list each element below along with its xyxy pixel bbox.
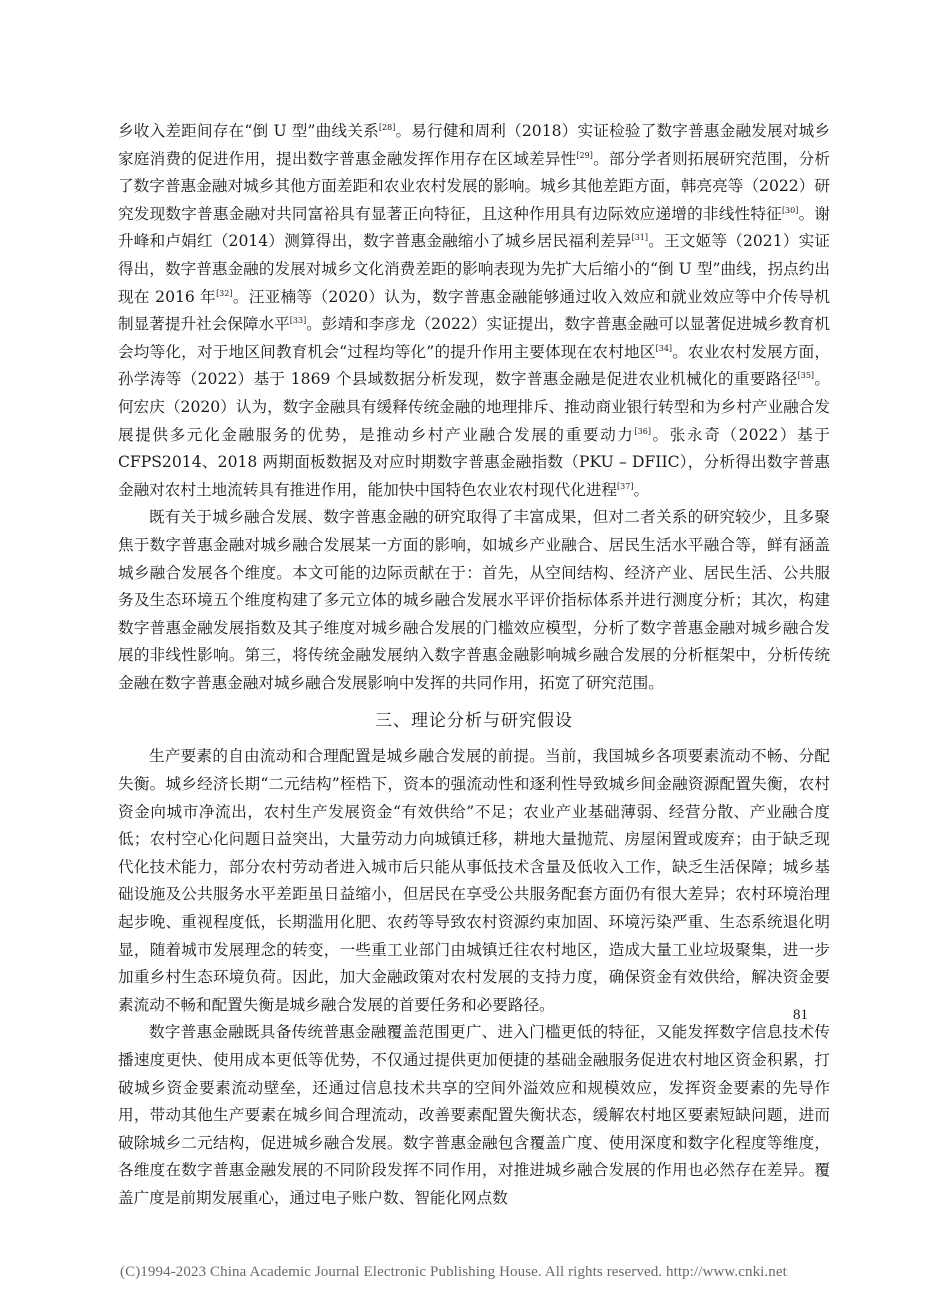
- text-run: 。汪亚楠等（2020）认为，数字普惠金融能够通过收入效应和就业效应等中介传导机制显著提升社会保障水平: [118, 287, 830, 334]
- citation-ref: [33]: [289, 316, 307, 326]
- text-run: 生产要素的自由流动和合理配置是城乡融合发展的前提。当前，我国城乡各项要素流动不畅、分配失衡。城乡经济长期“二元结构”桎梏下，资本的强流动性和逐利性导致城乡间金融资源配置失衡，农村资金向城市净流出，农村生产发展资金“有效供给”不足；农业产业基础薄弱、经营分散、产业融合度低；农村空心化问题日益突出，大量劳动力向城镇迁移，耕地大量抛荒、房屋闲置或废弃；由于缺乏现代化技术能力，部分农村劳动者进入城市后只能从事低技术含量及低收入工作，缺乏生活保障；城乡基础设施及公共服务水平差距虽日益缩小，但居民在享受公共服务配套方面仍有很大差异；农村环境治理起步晚、重视程度低，长期滥用化肥、农药等导致农村资源约束加固、环境污染严重、生态系统退化明显，随着城市发展理念的转变，一些重工业部门由城镇迁往农村地区，造成大量工业垃圾聚集，进一步加重乡村生态环境负荷。因此，加大金融政策对农村发展的支持力度，确保资金有效供给，解决资金要素流动不畅和配置失衡是城乡融合发展的首要任务和必要路径。: [118, 747, 830, 1014]
- article-body: [118, 118, 830, 1213]
- text-run: 。农业农村发展方面，孙学涛等（2022）基于 1869 个县域数据分析发现，数字普惠金融是促进农业机械化的重要路径: [118, 342, 830, 389]
- citation-ref: [28]: [378, 123, 396, 132]
- text-run: 。王文姬等（2021）实证得出，数字普惠金融的发展对城乡文化消费差距的影响表现为先扩大后缩小的“倒 U 型”曲线，拐点约出现在 2016 年: [118, 232, 831, 306]
- citation-ref: [30]: [781, 205, 799, 215]
- section-paragraphs: [118, 743, 830, 1212]
- text-run: 。易行健和周利（2018）实证检验了数字普惠金融发展对城乡家庭消费的促进作用，提出数字普惠金融发挥作用存在区域差异性: [118, 122, 831, 168]
- citation-ref: [32]: [216, 288, 233, 298]
- paragraph-3: [118, 743, 830, 1019]
- text-run: 。: [633, 480, 650, 499]
- citation-ref: [34]: [655, 343, 673, 353]
- text-run: 。部分学者则拓展研究范围，分析了数字普惠金融对城乡其他方面差距和农业农村发展的影响。城乡其他差距方面，韩亮亮等（2022）研究发现数字普惠金融对共同富裕具有显著正向特征，且这种作用具有边际效应递增的非线性特征: [118, 149, 830, 223]
- text-run: 。谢升峰和卢娟红（2014）测算得出，数字普惠金融缩小了城乡居民福利差异: [118, 204, 830, 251]
- paragraph-4: [118, 1019, 830, 1212]
- citation-ref: [29]: [576, 150, 593, 160]
- paragraph-1: [118, 118, 830, 504]
- text-run: 。彭靖和李彦龙（2022）实证提出，数字普惠金融可以显著促进城乡教育机会均等化，对于地区间教育机会“过程均等化”的提升作用主要体现在农村地区: [118, 315, 830, 361]
- section-heading: 三、理论分析与研究假设: [375, 711, 573, 732]
- text-run: 既有关于城乡融合发展、数字普惠金融的研究取得了丰富成果，但对二者关系的研究较少，且多聚焦于数字普惠金融对城乡融合发展某一方面的影响，如城乡产业融合、居民生活水平融合等，鲜有涵盖城乡融合发展各个维度。本文可能的边际贡献在于：首先，从空间结构、经济产业、居民生活、公共服务及生态环境五个维度构建了多元立体的城乡融合发展水平评价指标体系并进行测度分析；其次，构建数字普惠金融发展指数及其子维度对城乡融合发展的门槛效应模型，分析了数字普惠金融对城乡融合发展的非线性影响。第三，将传统金融发展纳入数字普惠金融影响城乡融合发展的分析框架中，分析传统金融在数字普惠金融对城乡融合发展影响中发挥的共同作用，拓宽了研究范围。: [118, 508, 830, 692]
- text-run: 数字普惠金融既具备传统普惠金融覆盖范围更广、进入门槛更低的特征，又能发挥数字信息技术传播速度更快、使用成本更低等优势，不仅通过提供更加便捷的基础金融服务促进农村地区资金积累，打破城乡资金要素流动壁垒，还通过信息技术共享的空间外溢效应和规模效应，发挥资金要素的先导作用，带动其他生产要素在城乡间合理流动，改善要素配置失衡状态，缓解农村地区要素短缺问题，进而破除城乡二元结构，促进城乡融合发展。数字普惠金融包含覆盖广度、使用深度和数字化程度等维度，各维度在数字普惠金融发展的不同阶段发挥不同作用，对推进城乡融合发展的作用也必然存在差异。覆盖广度是前期发展重心，通过电子账户数、智能化网点数: [118, 1023, 830, 1207]
- intro-paragraphs: [118, 118, 830, 697]
- copyright-footer: (C)1994-2023 China Academic Journal Electronic Publishing House. All rights reserved. http://www.cnki.net: [120, 1264, 787, 1280]
- citation-ref: [37]: [617, 481, 634, 491]
- citation-ref: [36]: [634, 426, 651, 436]
- text-run: 乡收入差距间存在“倒 U 型”曲线关系: [118, 122, 379, 140]
- text-run: 。张永奇（2022）基于 CFPS2014、2018 两期面板数据及对应时期数字普惠金融指数（PKU – DFIIC），分析得出数字普惠金融对农村土地流转具有推进作用，能加快中国特色农业农村现代化进程: [118, 425, 830, 499]
- citation-ref: [31]: [631, 233, 649, 243]
- citation-ref: [35]: [797, 371, 815, 381]
- text-run: 。何宏庆（2020）认为，数字金融具有缓释传统金融的地理排斥、推动商业银行转型和为乡村产业融合发展提供多元化金融服务的优势，是推动乡村产业融合发展的重要动力: [118, 370, 830, 444]
- page-number: 81: [793, 1007, 808, 1023]
- paragraph-2: [118, 504, 830, 697]
